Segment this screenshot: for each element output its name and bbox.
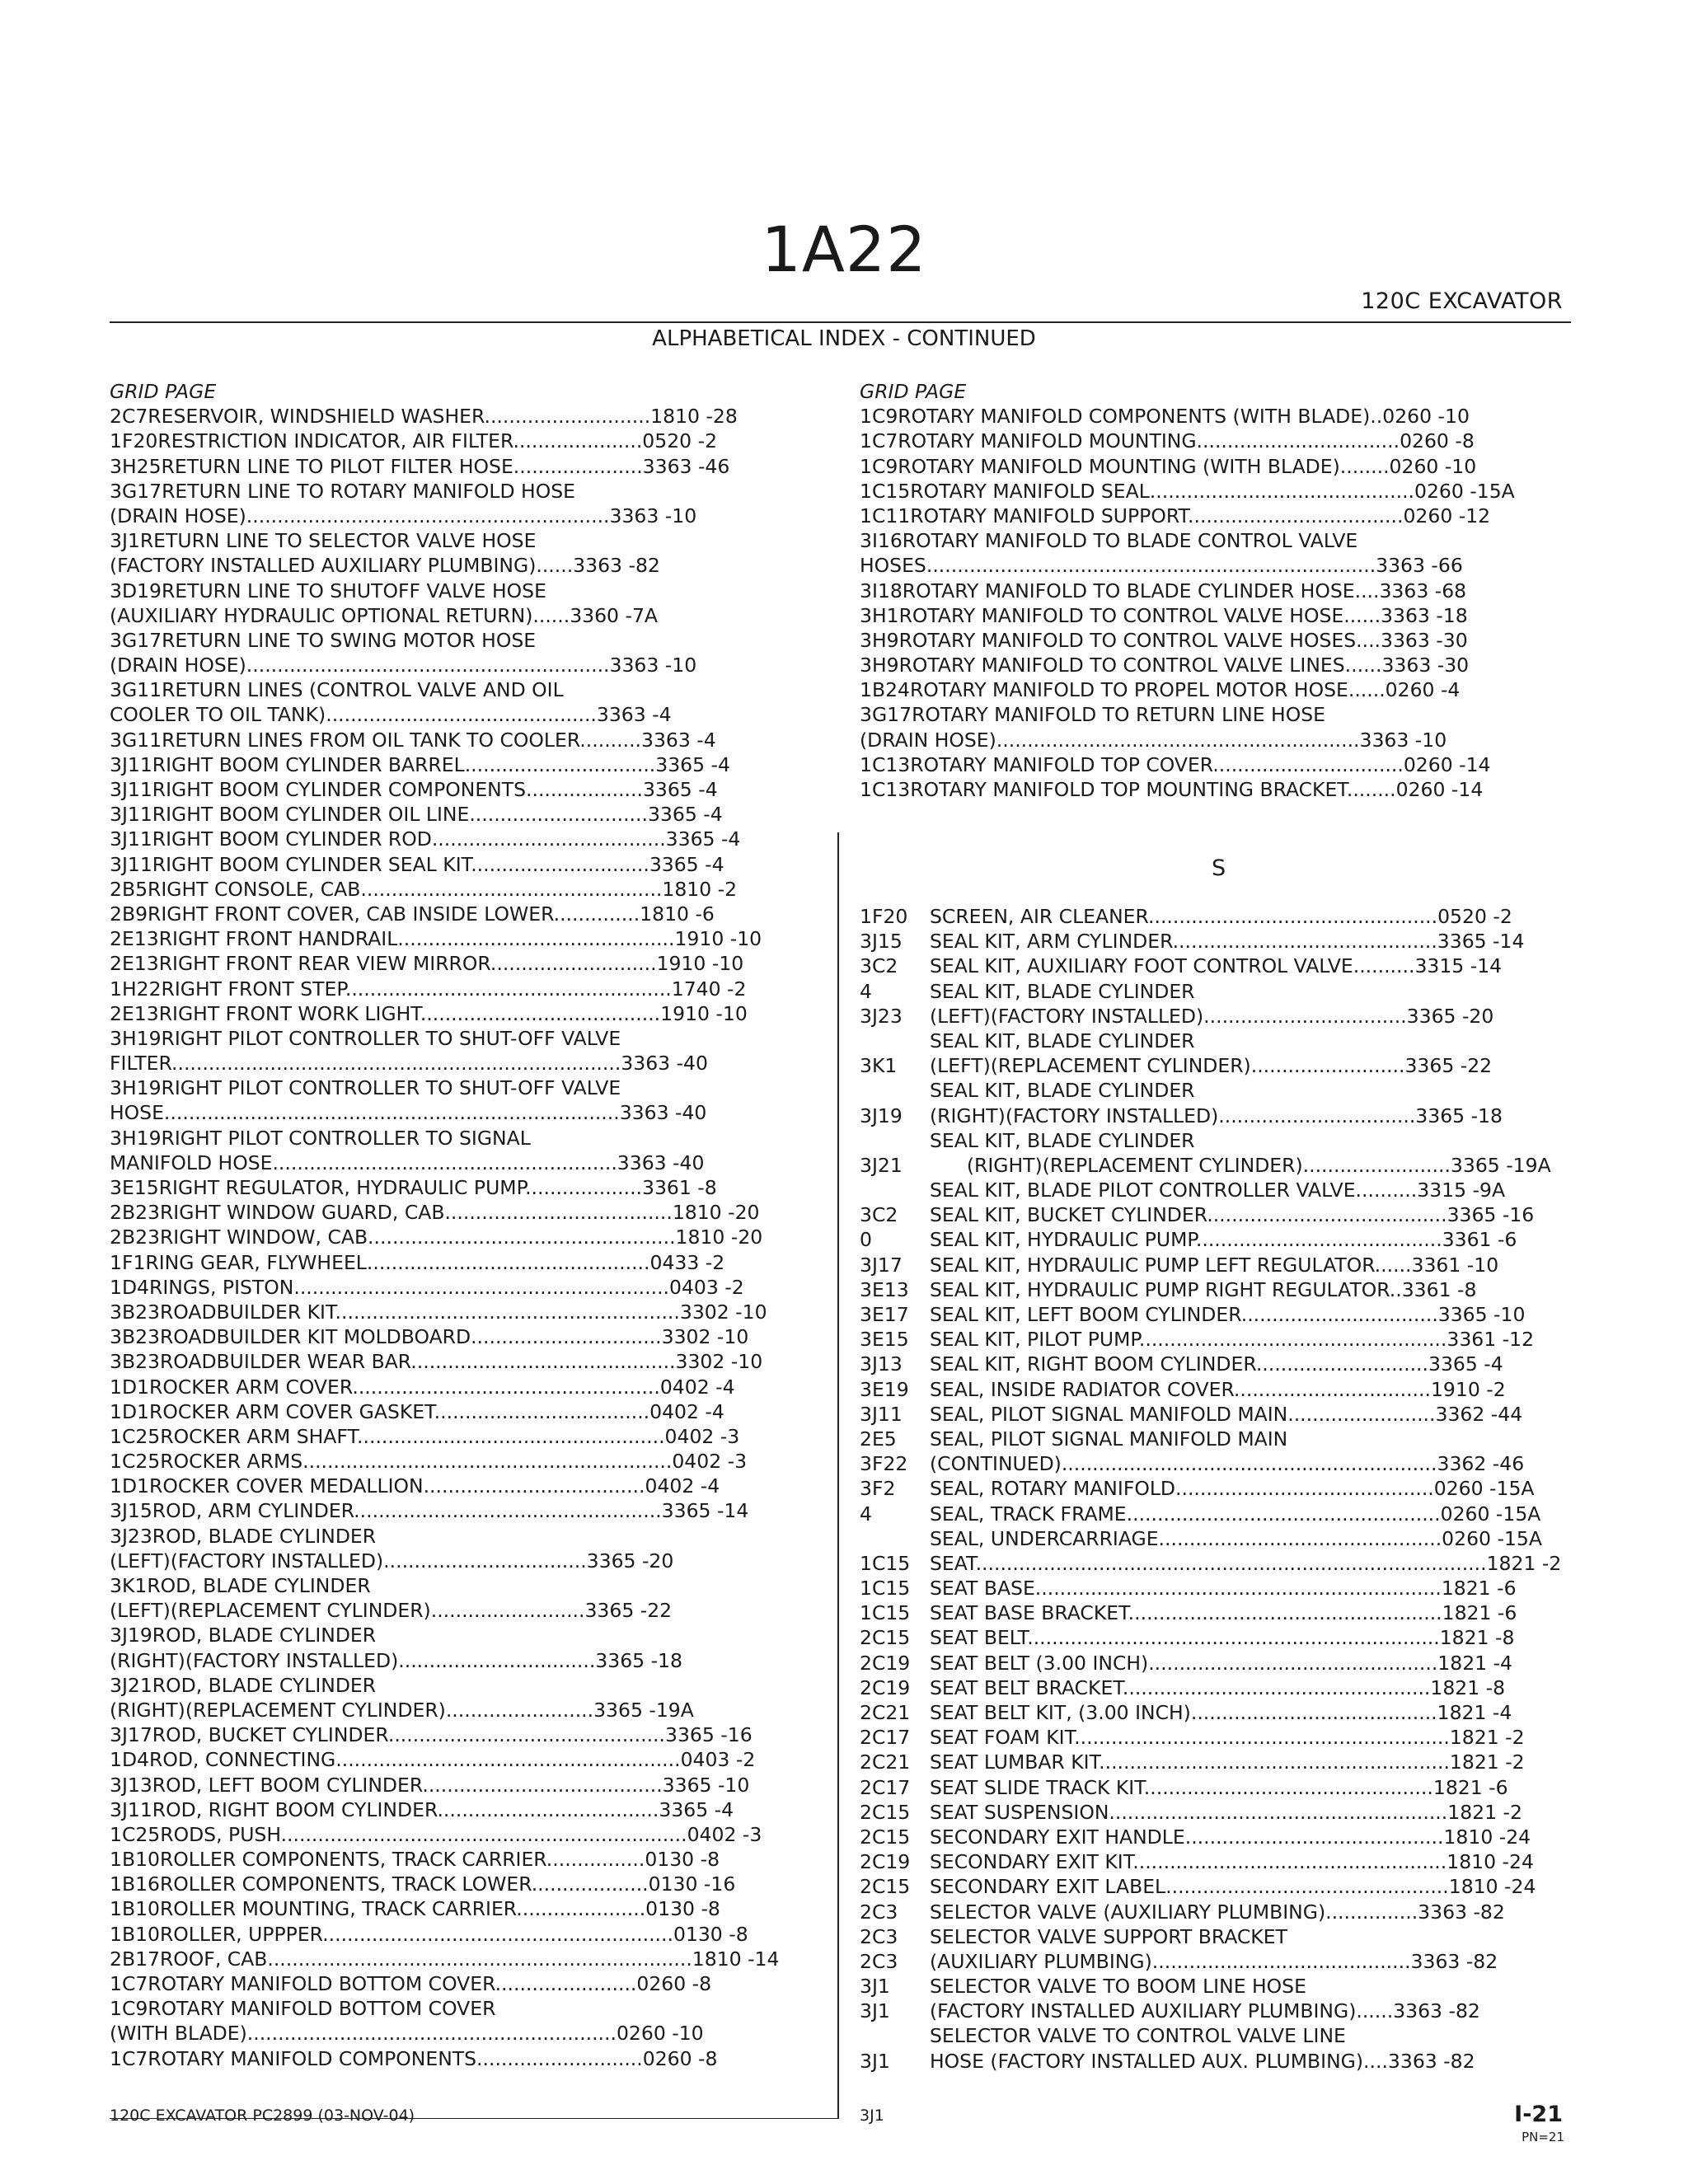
entry-text: SEAL, PILOT SIGNAL MANIFOLD MAIN........................3362 -44 [930,1402,1523,1426]
index-entry [860,2049,1561,2074]
index-entry: 1D1ROCKER ARM COVER..................................................0402 -4 [110,1375,735,1399]
index-entry: 1C9ROTARY MANIFOLD MOUNTING (WITH BLADE)........0260 -10 [860,454,1477,478]
index-entry [860,1277,1561,1302]
index-entry: 1C7ROTARY MANIFOLD MOUNTING.................................0260 -8 [860,429,1475,453]
grid-ref: 4 [860,1502,872,1526]
entry-text: SELECTOR VALVE SUPPORT BRACKET [930,1924,1287,1948]
entry-text: SEAL KIT, BLADE CYLINDER [930,1029,1195,1052]
index-entry: 1D4ROD, CONNECTING........................................................0403 -2 [110,1748,756,1772]
index-entry: 3G17ROTARY MANIFOLD TO RETURN LINE HOSE [860,703,1325,727]
index-entry [860,1078,1561,1103]
index-entry [860,1625,1561,1650]
grid-ref [860,1078,930,1103]
entry-text: SECONDARY EXIT HANDLE..........................................1810 -24 [930,1825,1531,1849]
index-entry: COOLER TO OIL TANK)............................................3363 -4 [110,703,672,727]
index-entry: (FACTORY INSTALLED AUXILIARY PLUMBING)......3363 -82 [110,554,660,578]
entry-text: (LEFT)(FACTORY INSTALLED).................................3365 -20 [930,1004,1494,1028]
index-entry [860,1153,1561,1178]
index-entry: 1B24ROTARY MANIFOLD TO PROPEL MOTOR HOSE......0260 -4 [860,678,1461,702]
page-number-code: PN=21 [1522,2130,1564,2144]
index-entry [860,1253,1561,1277]
grid-ref: 3J17 [860,1253,903,1277]
entry-text: SEAT FOAM KIT.............................................................1821 -2 [930,1726,1525,1750]
index-entry [860,1427,1561,1451]
index-entry: (LEFT)(FACTORY INSTALLED).................................3365 -20 [110,1549,674,1572]
grid-ref: 0 [860,1228,872,1252]
index-entry: 2B9RIGHT FRONT COVER, CAB INSIDE LOWER..............1810 -6 [110,902,715,926]
index-entry: (DRAIN HOSE)...........................................................3363 -10 [110,654,697,677]
page-code: 1A22 [761,213,927,286]
grid-ref: 3C2 [860,1203,898,1227]
grid-ref: 3J15 [860,930,903,954]
index-entry: 2E13RIGHT FRONT WORK LIGHT.......................................1910 -10 [110,1001,748,1025]
index-entry: 3G11RETURN LINES (CONTROL VALVE AND OIL [110,678,564,702]
header-rule [110,321,1571,323]
index-entry: 2B5RIGHT CONSOLE, CAB.................................................1810 -2 [110,877,738,901]
index-entry [860,1227,1561,1252]
index-entry: 3K1ROD, BLADE CYLINDER [110,1574,371,1598]
grid-ref: 2C15 [860,1875,911,1899]
index-entry: 1C9ROTARY MANIFOLD COMPONENTS (WITH BLADE)..0260 -10 [860,405,1470,429]
index-entry: 2B17ROOF, CAB.....................................................................1810 -14 [110,1947,780,1971]
index-entry: 1D4RINGS, PISTON.............................................................0403 -2 [110,1275,744,1299]
entry-text: SECONDARY EXIT LABEL..............................................1810 -24 [930,1875,1536,1899]
entry-text: SELECTOR VALVE (AUXILIARY PLUMBING)...............3363 -82 [930,1900,1505,1924]
entry-text: SEAT BASE..................................................................1821 -6 [930,1577,1517,1601]
index-entry: 3J21ROD, BLADE CYLINDER [110,1673,377,1697]
index-entry: 1C15ROTARY MANIFOLD SEAL...........................................0260 -15A [860,479,1515,503]
grid-ref: 3J19 [860,1104,903,1127]
entry-text: SEAL, TRACK FRAME...................................................0260 -15A [930,1502,1541,1526]
grid-ref: 4 [860,979,872,1003]
right-column-heading: GRID PAGE [860,380,967,403]
index-entry [860,1775,1561,1800]
index-entry [860,904,1561,929]
index-entry [860,1874,1561,1899]
index-entry: 1C13ROTARY MANIFOLD TOP MOUNTING BRACKET........0260 -14 [860,778,1484,802]
index-entry: HOSE..........................................................................3363 -40 [110,1101,707,1125]
entry-text: SEAT BELT BRACKET..................................................1821 -8 [930,1675,1506,1699]
entry-text: SEAL KIT, HYDRAULIC PUMP RIGHT REGULATOR..3361 -8 [930,1277,1477,1301]
index-entry: 3H25RETURN LINE TO PILOT FILTER HOSE.....................3363 -46 [110,454,730,478]
grid-ref: 3E13 [860,1277,909,1301]
entry-text: (LEFT)(REPLACEMENT CYLINDER).........................3365 -22 [930,1054,1493,1078]
grid-ref: 2C3 [860,1924,898,1948]
entry-text: SEAL KIT, AUXILIARY FOOT CONTROL VALVE..........3315 -14 [930,954,1503,978]
index-entry: 3J15ROD, ARM CYLINDER..................................................3365 -14 [110,1499,749,1523]
entry-text: (AUXILIARY PLUMBING)..........................................3363 -82 [930,1949,1498,1973]
index-entry: (DRAIN HOSE)...........................................................3363 -10 [860,728,1447,752]
entry-text: SEAL KIT, PILOT PUMP..................................................3361 -12 [930,1328,1535,1352]
grid-ref: 3J1 [860,1999,890,2023]
index-entry: (WITH BLADE)............................................................0260 -10 [110,2022,704,2046]
right-index-list [860,404,1585,802]
index-entry: 3J11RIGHT BOOM CYLINDER SEAL KIT.............................3365 -4 [110,852,724,876]
index-entry [860,1302,1561,1327]
left-column [110,379,835,2071]
index-entry [860,1451,1561,1476]
entry-text: SCREEN, AIR CLEANER...............................................0520 -2 [930,905,1512,928]
grid-ref: 3J11 [860,1402,903,1426]
grid-ref: 2C19 [860,1850,911,1874]
grid-ref: 3J1 [860,1975,890,1999]
index-entry [860,1402,1561,1427]
grid-ref: 2C3 [860,1949,898,1973]
index-entry: 3H9ROTARY MANIFOLD TO CONTROL VALVE LINES......3363 -30 [860,654,1470,677]
section-letter-s: S [1212,855,1226,881]
index-entry [860,1004,1561,1029]
index-entry [860,1999,1561,2023]
index-entry [860,1029,1561,1053]
index-entry: 1C25ROCKER ARM SHAFT..................................................0402 -3 [110,1424,740,1448]
entry-text: SEAL KIT, LEFT BOOM CYLINDER................................3365 -10 [930,1303,1526,1326]
index-entry: MANIFOLD HOSE........................................................3363 -40 [110,1151,705,1174]
entry-text: SELECTOR VALVE TO BOOM LINE HOSE [930,1975,1306,1999]
index-entry: 2B23RIGHT WINDOW GUARD, CAB.....................................1810 -20 [110,1201,760,1225]
index-entry: HOSES.........................................................................3363 -66 [860,554,1463,578]
right-column [860,379,1585,802]
index-entry: 1F20RESTRICTION INDICATOR, AIR FILTER.....................0520 -2 [110,429,718,453]
index-entry: 3H19RIGHT PILOT CONTROLLER TO SHUT-OFF VALVE [110,1026,621,1050]
index-entry [860,1502,1561,1526]
index-entry: 3J11ROD, RIGHT BOOM CYLINDER....................................3365 -4 [110,1797,734,1821]
index-title: ALPHABETICAL INDEX - CONTINUED [652,326,1036,351]
page-number: I-21 [1514,2102,1563,2127]
grid-ref: 3F22 [860,1452,908,1476]
index-entry: 3I18ROTARY MANIFOLD TO BLADE CYLINDER HOSE....3363 -68 [860,579,1467,602]
grid-ref: 2C19 [860,1675,911,1699]
entry-text: SEAT BELT KIT, (3.00 INCH)........................................1821 -4 [930,1701,1512,1724]
entry-text: (RIGHT)(REPLACEMENT CYLINDER)........................3365 -19A [930,1153,1551,1177]
index-entry: 1C25ROCKER ARMS............................................................0402 -3 [110,1450,748,1474]
index-entry: 1C9ROTARY MANIFOLD BOTTOM COVER [110,1997,496,2021]
index-entry [860,954,1561,978]
entry-text: SEAL KIT, HYDRAULIC PUMP LEFT REGULATOR......3361 -10 [930,1253,1499,1277]
index-entry [860,1601,1561,1625]
index-entry: 1B10ROLLER MOUNTING, TRACK CARRIER.....................0130 -8 [110,1897,720,1921]
entry-text: SEAL, ROTARY MANIFOLD..........................................0260 -15A [930,1477,1535,1501]
index-entry: (LEFT)(REPLACEMENT CYLINDER).........................3365 -22 [110,1599,673,1623]
index-entry: 3J19ROD, BLADE CYLINDER [110,1624,377,1647]
index-entry [860,1327,1561,1352]
grid-ref [860,1029,930,1053]
index-entry: 3J1RETURN LINE TO SELECTOR VALVE HOSE [110,529,537,553]
index-entry: 1D1ROCKER ARM COVER GASKET...................................0402 -4 [110,1399,724,1423]
grid-ref: 3C2 [860,954,898,978]
column-divider [837,832,839,2118]
index-entry: 3J11RIGHT BOOM CYLINDER COMPONENTS...................3365 -4 [110,778,718,802]
index-entry: 2C7RESERVOIR, WINDSHIELD WASHER...........................1810 -28 [110,405,738,429]
grid-ref: 3F2 [860,1477,896,1501]
grid-ref: 3K1 [860,1054,898,1078]
index-entry: 3G17RETURN LINE TO SWING MOTOR HOSE [110,628,537,652]
grid-ref: 2C19 [860,1651,911,1675]
entry-text: SEAT SUSPENSION.......................................................1821 -2 [930,1800,1522,1824]
grid-ref: 3E15 [860,1328,909,1352]
grid-ref: 2C21 [860,1701,911,1724]
index-entry: (RIGHT)(REPLACEMENT CYLINDER)........................3365 -19A [110,1698,694,1722]
grid-ref: 1C15 [860,1577,911,1601]
index-entry: 2B23RIGHT WINDOW, CAB..................................................1810 -20 [110,1226,763,1249]
index-entry: (AUXILIARY HYDRAULIC OPTIONAL RETURN)......3360 -7A [110,603,658,627]
grid-ref [860,2023,930,2048]
index-entry: 3H9ROTARY MANIFOLD TO CONTROL VALVE HOSES....3363 -30 [860,628,1468,652]
index-entry [860,1576,1561,1601]
index-entry: 1C25RODS, PUSH..................................................................0402 -3 [110,1822,762,1846]
entry-text: SEAL KIT, BUCKET CYLINDER.......................................3365 -16 [930,1203,1535,1227]
footer-grid-ref: 3J1 [860,2107,884,2125]
index-entry: 2E13RIGHT FRONT REAR VIEW MIRROR...........................1910 -10 [110,952,744,976]
grid-ref: 3E17 [860,1303,909,1326]
index-entry: 3H1ROTARY MANIFOLD TO CONTROL VALVE HOSE......3363 -18 [860,603,1468,627]
index-entry: (DRAIN HOSE)...........................................................3363 -10 [110,504,697,527]
index-entry [860,1900,1561,1924]
index-entry: 1B10ROLLER, UPPPER.........................................................0130 -8 [110,1922,748,1946]
index-entry [860,979,1561,1004]
grid-ref [860,1178,930,1202]
grid-ref: 1C15 [860,1601,911,1625]
index-entry: 3J23ROD, BLADE CYLINDER [110,1524,377,1548]
grid-ref: 3J21 [860,1153,903,1177]
index-entry: 1B10ROLLER COMPONENTS, TRACK CARRIER................0130 -8 [110,1848,720,1872]
grid-ref: 3E19 [860,1377,909,1401]
grid-ref: 1F20 [860,905,908,928]
index-entry: 3B23ROADBUILDER WEAR BAR...........................................3302 -10 [110,1350,763,1374]
grid-ref: 3J23 [860,1004,903,1028]
grid-ref [860,1526,930,1551]
grid-ref: 3J13 [860,1352,903,1376]
index-entry [860,2023,1561,2048]
index-entry [860,1352,1561,1376]
entry-text: SEAL, PILOT SIGNAL MANIFOLD MAIN [930,1427,1288,1451]
grid-ref: 2C15 [860,1800,911,1824]
entry-text: SEAL KIT, BLADE CYLINDER [930,979,1195,1003]
entry-text: (RIGHT)(FACTORY INSTALLED)................................3365 -18 [930,1104,1503,1127]
grid-ref: 3J1 [860,2049,890,2073]
grid-ref: 2C17 [860,1726,911,1750]
grid-ref: 2C15 [860,1825,911,1849]
index-entry: 1H22RIGHT FRONT STEP.....................................................1740 -2 [110,977,747,1001]
index-entry [860,1725,1561,1750]
entry-text: SEAL KIT, HYDRAULIC PUMP........................................3361 -6 [930,1228,1517,1252]
index-entry: 3B23ROADBUILDER KIT........................................................3302 -10 [110,1300,767,1324]
index-entry: 3B23ROADBUILDER KIT MOLDBOARD...............................3302 -10 [110,1325,749,1349]
entry-text: SEAT BELT (3.00 INCH)...............................................1821 -4 [930,1651,1513,1675]
index-entry: 3J11RIGHT BOOM CYLINDER OIL LINE.............................3365 -4 [110,803,723,827]
entry-text: SEAT SLIDE TRACK KIT...............................................1821 -6 [930,1775,1508,1799]
entry-text: SEAT LUMBAR KIT.........................................................1821 -2 [930,1750,1525,1774]
index-entry [860,1526,1561,1551]
grid-ref [860,1128,930,1153]
index-entry: 3D19RETURN LINE TO SHUTOFF VALVE HOSE [110,579,546,602]
grid-ref: 2C3 [860,1900,898,1924]
index-entry [860,1104,1561,1128]
entry-text: (FACTORY INSTALLED AUXILIARY PLUMBING)......3363 -82 [930,1999,1480,2023]
index-entry: 1C7ROTARY MANIFOLD COMPONENTS...........................0260 -8 [110,2046,718,2070]
index-entry [860,1700,1561,1725]
entry-text: (CONTINUED).............................................................3362 -46 [930,1452,1525,1476]
index-entry: 3H19RIGHT PILOT CONTROLLER TO SHUT-OFF VALVE [110,1076,621,1100]
index-entry [860,1849,1561,1874]
grid-ref: 2C15 [860,1626,911,1650]
index-entry: 3E15RIGHT REGULATOR, HYDRAULIC PUMP...................3361 -8 [110,1176,717,1200]
entry-text: HOSE (FACTORY INSTALLED AUX. PLUMBING)....3363 -82 [930,2049,1475,2073]
index-entry: 1F1RING GEAR, FLYWHEEL..............................................0433 -2 [110,1250,725,1274]
index-entry: 1C13ROTARY MANIFOLD TOP COVER...............................0260 -14 [860,752,1491,776]
index-entry: 3J11RIGHT BOOM CYLINDER ROD......................................3365 -4 [110,827,741,851]
index-entry [860,1377,1561,1402]
grid-ref: 2C17 [860,1775,911,1799]
entry-text: SEAL, UNDERCARRIAGE..............................................0260 -15A [930,1526,1542,1550]
entry-text: SEAL KIT, BLADE CYLINDER [930,1128,1195,1152]
index-entry [860,1053,1561,1078]
index-entry: 1C7ROTARY MANIFOLD BOTTOM COVER.......................0260 -8 [110,1972,712,1996]
entry-text: SEAT BELT...................................................................1821 -8 [930,1626,1515,1650]
index-entry [860,929,1561,954]
left-index-list [110,404,835,2071]
index-entry: 3I16ROTARY MANIFOLD TO BLADE CONTROL VALVE [860,529,1358,553]
index-entry [860,1128,1561,1153]
index-entry: 3G11RETURN LINES FROM OIL TANK TO COOLER..........3363 -4 [110,728,716,752]
entry-text: SELECTOR VALVE TO CONTROL VALVE LINE [930,2024,1346,2048]
index-entry: FILTER.........................................................................3363 -40 [110,1052,708,1076]
index-entry: 3H19RIGHT PILOT CONTROLLER TO SIGNAL [110,1126,531,1150]
document-title: 120C EXCAVATOR [1361,288,1563,314]
entry-text: SEAL KIT, RIGHT BOOM CYLINDER............................3365 -4 [930,1352,1503,1376]
section-s-list [860,904,1561,2074]
index-entry [860,1949,1561,1974]
index-entry: (RIGHT)(FACTORY INSTALLED)................................3365 -18 [110,1648,682,1672]
index-entry [860,1750,1561,1774]
grid-ref: 1C15 [860,1551,911,1575]
index-entry: 1D1ROCKER COVER MEDALLION....................................0402 -4 [110,1474,720,1498]
index-entry: 1B16ROLLER COMPONENTS, TRACK LOWER...................0130 -16 [110,1872,736,1896]
index-entry [860,1825,1561,1849]
entry-text: SEAT BASE BRACKET...................................................1821 -6 [930,1601,1517,1625]
entry-text: SEAL KIT, BLADE PILOT CONTROLLER VALVE..........3315 -9A [930,1179,1506,1202]
index-entry [860,1675,1561,1700]
index-entry: 3J13ROD, LEFT BOOM CYLINDER.......................................3365 -10 [110,1773,750,1797]
grid-ref: 2C21 [860,1750,911,1774]
entry-text: SECONDARY EXIT KIT...................................................1810 -24 [930,1850,1534,1874]
index-entry [860,1202,1561,1227]
index-entry [860,1651,1561,1675]
entry-text: SEAL KIT, BLADE CYLINDER [930,1079,1195,1103]
entry-text: SEAL KIT, ARM CYLINDER...........................................3365 -14 [930,930,1525,954]
index-entry: 2E13RIGHT FRONT HANDRAIL.............................................1910 -10 [110,927,762,951]
index-entry: 3J11RIGHT BOOM CYLINDER BARREL...............................3365 -4 [110,752,730,776]
index-entry [860,1974,1561,1999]
index-entry: 3J17ROD, BUCKET CYLINDER.............................................3365 -16 [110,1723,753,1747]
entry-text: SEAT...................................................................................1821 -2 [930,1551,1562,1575]
index-entry [860,1178,1561,1202]
index-entry [860,1476,1561,1501]
index-entry: 3G17RETURN LINE TO ROTARY MANIFOLD HOSE [110,479,575,503]
index-entry [860,1551,1561,1576]
grid-ref: 2E5 [860,1427,897,1451]
index-entry: 1C11ROTARY MANIFOLD SUPPORT...................................0260 -12 [860,504,1491,527]
footer-document-id: 120C EXCAVATOR PC2899 (03-NOV-04) [110,2107,415,2125]
index-entry [860,1800,1561,1825]
entry-text: SEAL, INSIDE RADIATOR COVER................................1910 -2 [930,1377,1506,1401]
index-entry [860,1924,1561,1949]
left-column-heading: GRID PAGE [110,380,217,403]
